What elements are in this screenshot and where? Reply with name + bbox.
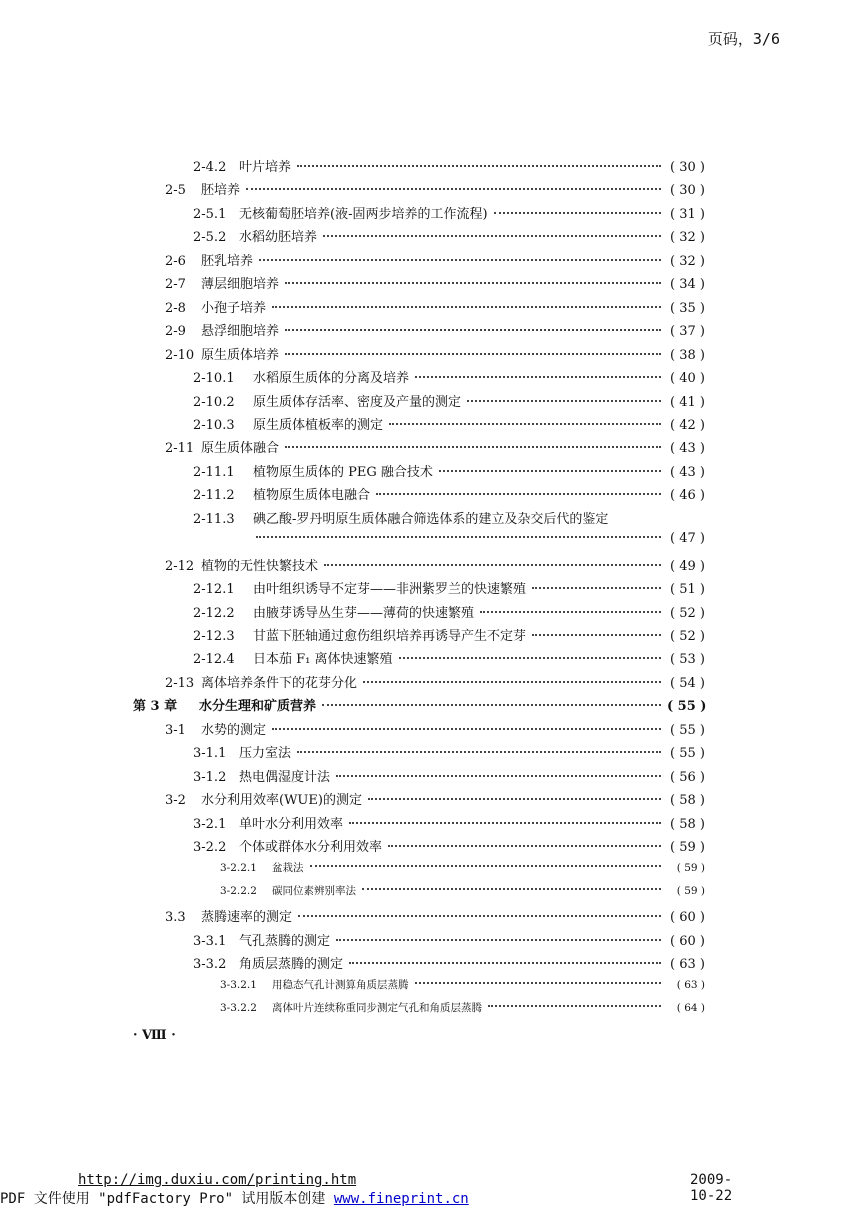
toc-entry[interactable]	[193, 836, 705, 858]
dot-leader	[349, 822, 661, 824]
entry-number: 3-2	[165, 793, 186, 809]
footer-pdf-line	[0, 1188, 469, 1208]
entry-title: 压力室法	[239, 746, 292, 762]
toc-entry[interactable]	[193, 602, 705, 624]
entry-page: ( 58 )	[670, 793, 705, 809]
dot-leader	[298, 915, 661, 917]
entry-page: ( 47 )	[670, 531, 705, 547]
dot-leader	[363, 681, 661, 683]
entry-title: 植物原生质体电融合	[253, 488, 371, 504]
toc-entry[interactable]	[193, 367, 705, 389]
dot-leader	[336, 775, 661, 777]
entry-title: 无核葡萄胚培养(液-固两步培养的工作流程)	[239, 206, 488, 222]
entry-title: 离体培养条件下的花芽分化	[201, 675, 358, 691]
entry-page: ( 42 )	[670, 417, 705, 433]
page-indicator: 页码，3/6	[707, 30, 780, 48]
dot-leader	[323, 235, 661, 237]
entry-title: 水分利用效率(WUE)的测定	[201, 793, 362, 809]
entry-title: 原生质体植板率的测定	[253, 417, 384, 433]
entry-number: 3-1.1	[193, 746, 227, 762]
toc-entry[interactable]	[220, 860, 705, 882]
entry-page: ( 60 )	[670, 933, 705, 949]
dot-leader	[349, 962, 661, 964]
toc-entry[interactable]	[193, 953, 705, 975]
entry-title: 由叶组织诱导不定芽——非洲紫罗兰的快速繁殖	[253, 582, 527, 598]
entry-number: 2-4.2	[193, 160, 227, 175]
entry-title: 角质层蒸腾的测定	[239, 957, 344, 973]
toc-entry[interactable]	[193, 625, 705, 647]
dot-leader	[467, 400, 661, 402]
entry-number: 2-12.4	[193, 652, 235, 668]
entry-number: 2-10.3	[193, 417, 235, 433]
pdf-note: PDF 文件使用 "pdfFactory Pro" 试用版本创建	[0, 1191, 334, 1207]
toc-entry[interactable]	[193, 156, 705, 178]
entry-number: 2-12.1	[193, 582, 235, 598]
dot-leader	[399, 657, 662, 659]
toc-entry[interactable]	[193, 414, 705, 436]
entry-title: 碘乙酸-罗丹明原生质体融合筛选体系的建立及杂交后代的鉴定	[253, 511, 609, 527]
entry-page: ( 40 )	[670, 371, 705, 387]
entry-title: 小孢子培养	[201, 300, 267, 316]
dot-leader	[285, 353, 661, 355]
entry-title: 植物的无性快繁技术	[201, 558, 319, 574]
entry-number: 2-8	[165, 300, 186, 316]
toc-entry[interactable]	[193, 391, 705, 413]
dot-leader	[532, 587, 661, 589]
toc-entry[interactable]	[193, 461, 705, 483]
entry-number: 2-5	[165, 183, 186, 199]
entry-title: 气孔蒸腾的测定	[239, 933, 331, 949]
entry-number: 3-2.2.1	[220, 861, 257, 874]
entry-title: 植物原生质体的 PEG 融合技术	[253, 464, 433, 480]
dot-leader	[285, 446, 661, 448]
entry-page: ( 41 )	[670, 394, 705, 410]
entry-title: 水势的测定	[201, 722, 267, 738]
toc-entry[interactable]	[220, 883, 705, 905]
entry-title: 个体或群体水分利用效率	[239, 840, 383, 856]
toc-entry[interactable]	[193, 742, 705, 764]
toc-entry[interactable]	[193, 226, 705, 248]
toc-entry[interactable]	[193, 508, 705, 530]
toc-entry[interactable]	[165, 437, 705, 459]
toc-entry[interactable]	[165, 179, 705, 201]
entry-number: 2-10.2	[193, 394, 235, 410]
entry-number: 2-5.2	[193, 230, 227, 246]
entry-number: 2-5.1	[193, 206, 227, 222]
entry-page: ( 34 )	[670, 277, 705, 293]
fineprint-link[interactable]: www.fineprint.cn	[333, 1191, 469, 1207]
entry-page: ( 51 )	[670, 582, 705, 598]
entry-title: 胚乳培养	[201, 253, 254, 269]
entry-page: ( 30 )	[670, 160, 705, 175]
toc-entry[interactable]	[133, 695, 705, 717]
toc-entry[interactable]	[165, 672, 705, 694]
entry-page: ( 59 )	[670, 840, 705, 856]
entry-number: 2-10	[165, 347, 195, 363]
toc-entry[interactable]	[165, 320, 705, 342]
entry-page: ( 64 )	[676, 1002, 705, 1015]
entry-number: 2-6	[165, 253, 186, 269]
entry-number: 3-3.2.2	[220, 1002, 257, 1015]
dot-leader	[389, 423, 661, 425]
dot-leader	[494, 212, 661, 214]
entry-title: 盆栽法	[272, 861, 304, 874]
dot-leader	[285, 282, 661, 284]
entry-title: 水稻原生质体的分离及培养	[253, 371, 410, 387]
entry-page: ( 54 )	[670, 675, 705, 691]
toc-entry[interactable]	[165, 555, 705, 577]
entry-page: ( 60 )	[670, 910, 705, 926]
dot-leader	[256, 536, 661, 538]
entry-title: 原生质体培养	[201, 347, 280, 363]
entry-page: ( 59 )	[676, 884, 705, 897]
entry-number: 2-12.3	[193, 629, 235, 644]
dot-leader	[297, 751, 661, 753]
entry-title: 蒸腾速率的测定	[201, 910, 293, 926]
entry-page: ( 56 )	[670, 769, 705, 785]
entry-number: 3-2.1	[193, 816, 227, 832]
entry-title: 碳同位素辨别率法	[272, 884, 356, 897]
entry-title: 甘蓝下胚轴通过愈伤组织培养再诱导产生不定芽	[253, 629, 527, 644]
entry-title: 原生质体存活率、密度及产量的测定	[253, 394, 462, 410]
footer-url[interactable]: http://img.duxiu.com/printing.htm	[78, 1172, 357, 1188]
entry-page: ( 53 )	[670, 652, 705, 668]
entry-title: 由腋芽诱导丛生芽——薄荷的快速繁殖	[253, 605, 475, 621]
entry-number: 3-3.2.1	[220, 978, 257, 991]
toc-entry[interactable]	[165, 273, 705, 295]
entry-page: ( 31 )	[670, 206, 705, 222]
entry-title: 单叶水分利用效率	[239, 816, 344, 832]
entry-title: 热电偶湿度计法	[239, 769, 331, 785]
entry-page: ( 32 )	[670, 230, 705, 246]
entry-number: 2-11.2	[193, 488, 235, 504]
entry-number: 3-3.1	[193, 933, 227, 949]
toc-entry[interactable]	[165, 297, 705, 319]
entry-page: ( 38 )	[670, 347, 705, 363]
entry-title: 薄层细胞培养	[201, 277, 280, 293]
entry-page: ( 43 )	[670, 464, 705, 480]
entry-number: 2-12.2	[193, 605, 235, 621]
entry-page: ( 59 )	[676, 861, 705, 874]
dot-leader	[259, 259, 661, 261]
dot-leader	[324, 564, 661, 566]
dot-leader	[415, 376, 661, 378]
entry-number: 2-7	[165, 277, 186, 293]
entry-number: 3-1	[165, 722, 186, 738]
entry-page: ( 55 )	[670, 722, 705, 738]
entry-number: 2-9	[165, 324, 186, 340]
toc-entry[interactable]	[193, 766, 705, 788]
toc-entry[interactable]	[193, 578, 705, 600]
dot-leader	[285, 329, 661, 331]
entry-number: 2-11	[165, 441, 195, 457]
dot-leader	[376, 493, 661, 495]
dot-leader	[480, 611, 661, 613]
dot-leader	[272, 306, 661, 308]
entry-title: 原生质体融合	[201, 441, 280, 457]
page-folio: · Ⅷ ·	[133, 1028, 176, 1043]
entry-page: ( 37 )	[670, 324, 705, 340]
dot-leader	[439, 470, 661, 472]
footer-date: 2009-10-22	[690, 1172, 733, 1204]
dot-leader	[322, 704, 661, 706]
toc-entry[interactable]	[193, 930, 705, 952]
entry-title: 胚培养	[201, 183, 241, 199]
entry-page: ( 30 )	[670, 183, 705, 199]
dot-leader	[532, 634, 661, 636]
dot-leader	[488, 1005, 661, 1007]
toc-entry[interactable]	[193, 648, 705, 670]
entry-number: 3-2.2	[193, 840, 227, 856]
entry-title: 水分生理和矿质营养	[199, 699, 317, 715]
entry-title: 日本茄 F₁ 离体快速繁殖	[253, 652, 393, 668]
entry-page: ( 58 )	[670, 816, 705, 832]
toc-entry[interactable]	[220, 1000, 705, 1022]
entry-page: ( 55 )	[670, 746, 705, 762]
entry-title: 用稳态气孔计测算角质层蒸腾	[272, 978, 409, 991]
dot-leader	[388, 845, 661, 847]
toc-entry[interactable]	[165, 789, 705, 811]
entry-page: ( 63 )	[676, 978, 705, 991]
entry-number: 3.3	[165, 910, 186, 926]
entry-number: 2-11.3	[193, 511, 235, 527]
dot-leader	[362, 888, 661, 890]
entry-page: ( 52 )	[670, 629, 705, 644]
dot-leader	[310, 865, 662, 867]
entry-page: ( 46 )	[670, 488, 705, 504]
toc-entry-continued[interactable]	[250, 531, 705, 553]
toc-entry[interactable]	[220, 977, 705, 999]
entry-page: ( 55 )	[667, 699, 707, 715]
toc-entry[interactable]	[193, 813, 705, 835]
dot-leader	[272, 728, 661, 730]
dot-leader	[368, 798, 661, 800]
toc-entry[interactable]	[193, 484, 705, 506]
entry-number: 2-11.1	[193, 464, 235, 480]
entry-page: ( 32 )	[670, 253, 705, 269]
entry-number: 3-1.2	[193, 769, 227, 785]
entry-page: ( 52 )	[670, 605, 705, 621]
entry-number: 2-13	[165, 675, 195, 691]
entry-title: 水稻幼胚培养	[239, 230, 318, 246]
entry-number: 2-10.1	[193, 371, 235, 387]
toc-entry[interactable]	[193, 203, 705, 225]
entry-title: 悬浮细胞培养	[201, 324, 280, 340]
dot-leader	[297, 165, 661, 167]
entry-number: 第 3 章	[133, 699, 178, 715]
entry-title: 叶片培养	[239, 160, 292, 175]
toc-entry[interactable]	[165, 250, 705, 272]
entry-page: ( 63 )	[670, 957, 705, 973]
entry-title: 离体叶片连续称重同步测定气孔和角质层蒸腾	[272, 1002, 482, 1015]
entry-page: ( 49 )	[670, 558, 705, 574]
entry-number: 3-3.2	[193, 957, 227, 973]
toc-entry[interactable]	[165, 719, 705, 741]
entry-page: ( 35 )	[670, 300, 705, 316]
entry-number: 2-12	[165, 558, 195, 574]
toc-entry[interactable]	[165, 344, 705, 366]
entry-number: 3-2.2.2	[220, 884, 257, 897]
toc-entry[interactable]	[165, 906, 705, 928]
entry-page: ( 43 )	[670, 441, 705, 457]
dot-leader	[415, 982, 662, 984]
dot-leader	[336, 939, 661, 941]
dot-leader	[246, 188, 661, 190]
